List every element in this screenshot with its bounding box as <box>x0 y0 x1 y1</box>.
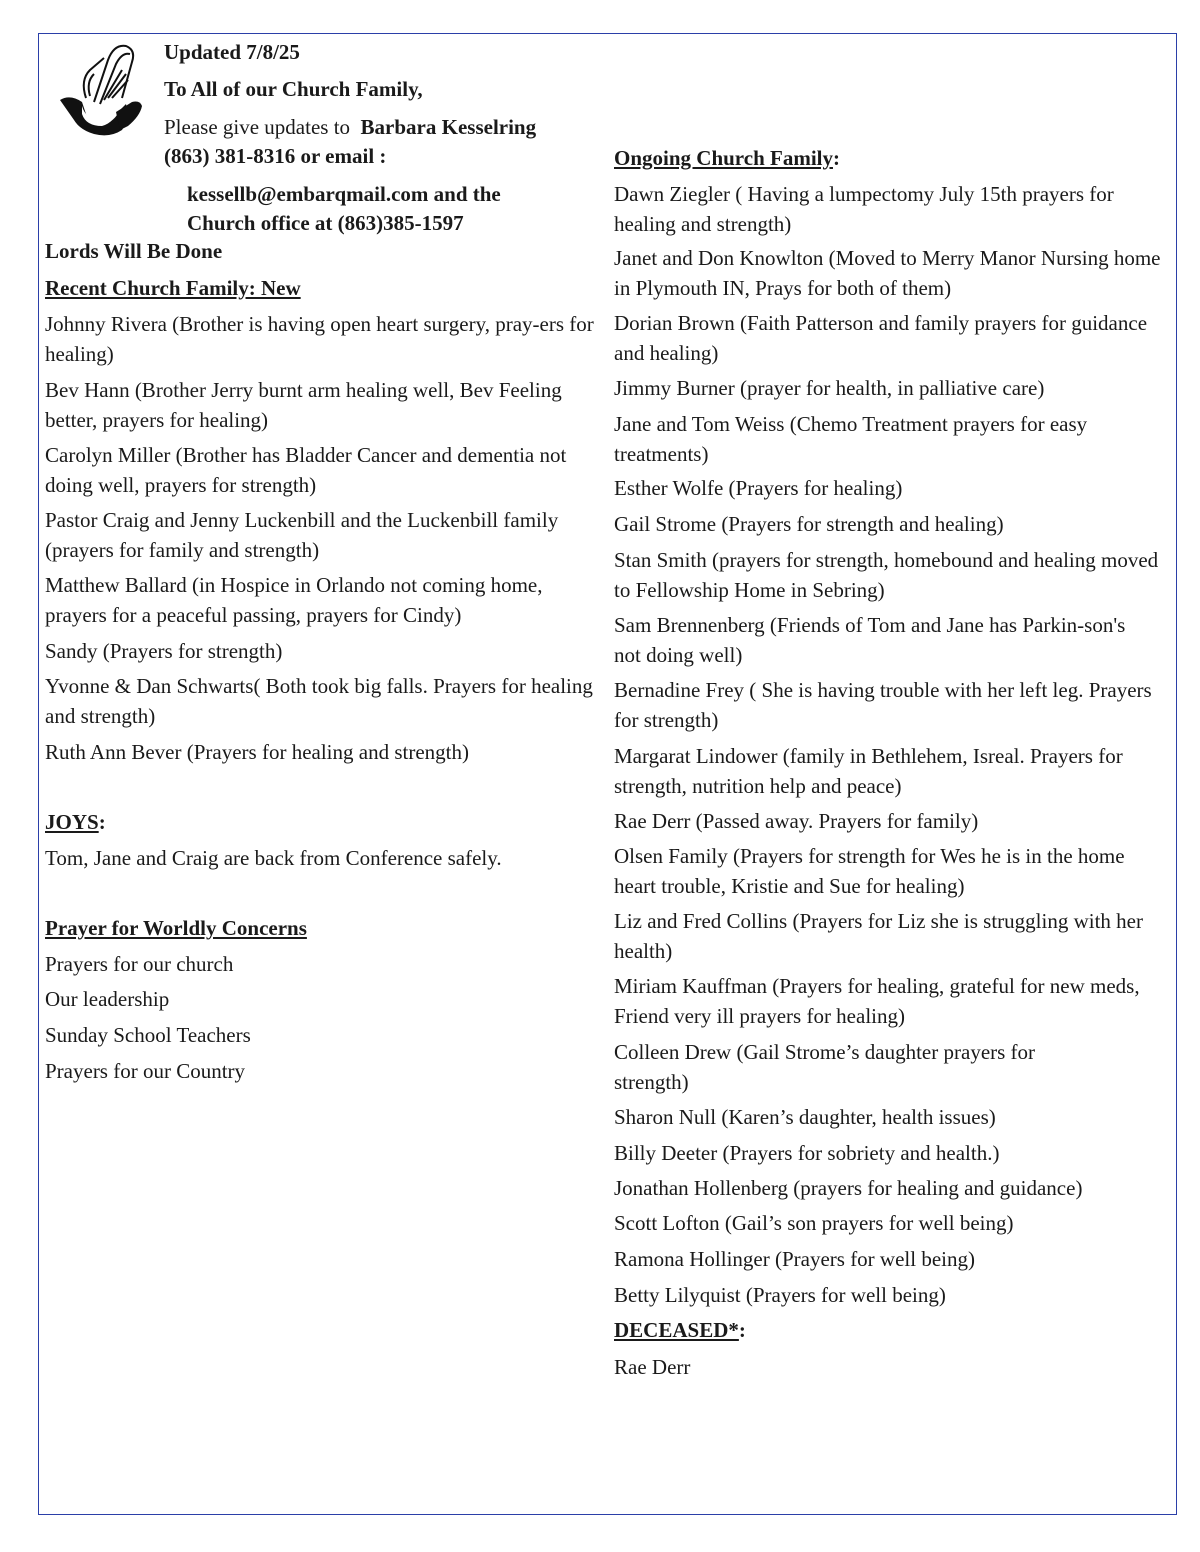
deceased-heading-colon: : <box>738 1318 746 1342</box>
list-item: Sandy (Prayers for strength) <box>45 639 283 663</box>
list-item: Bev Hann (Brother Jerry burnt arm healing well, Bev Feeling better, prayers for healing) <box>45 378 562 432</box>
list-item: Ramona Hollinger (Prayers for well being) <box>614 1247 975 1271</box>
list-item: Sharon Null (Karen’s daughter, health issues) <box>614 1105 996 1129</box>
list-item: Prayers for our church <box>45 952 234 976</box>
list-item: Pastor Craig and Jenny Luckenbill and the Luckenbill family (prayers for family and strength) <box>45 508 559 562</box>
list-item: Our leadership <box>45 987 170 1011</box>
list-item: Dawn Ziegler ( Having a lumpectomy July 15th prayers for healing and strength) <box>614 182 1114 236</box>
deceased-heading-text: DECEASED* <box>614 1318 739 1342</box>
ongoing-heading-colon: : <box>832 146 840 170</box>
list-item: Yvonne & Dan Schwarts( Both took big falls. Prayers for healing and strength) <box>45 674 593 728</box>
list-item: Bernadine Frey ( She is having trouble with her left leg. Prayers for strength) <box>614 678 1152 732</box>
list-item: Sam Brennenberg (Friends of Tom and Jane has Parkin-son's not doing well) <box>614 613 1126 667</box>
ongoing-church-family-heading <box>614 143 840 173</box>
list-item: Carolyn Miller (Brother has Bladder Cancer and dementia not doing well, prayers for strength) <box>45 443 567 497</box>
list-item: Tom, Jane and Craig are back from Conference safely. <box>45 846 502 870</box>
worldly-concerns-heading: Prayer for Worldly Concerns <box>45 916 307 940</box>
list-item: Jimmy Burner (prayer for health, in palliative care) <box>614 376 1045 400</box>
list-item: Jonathan Hollenberg (prayers for healing and guidance) <box>614 1176 1083 1200</box>
give-updates-text: Please give updates to <box>164 115 351 139</box>
deceased-heading <box>614 1315 746 1345</box>
list-item: Matthew Ballard (in Hospice in Orlando not coming home, prayers for a peaceful passing, prayers for Cindy) <box>45 573 543 627</box>
greeting: To All of our Church Family, <box>164 77 423 101</box>
updated-date: Updated 7/8/25 <box>164 40 300 64</box>
list-item: Ruth Ann Bever (Prayers for healing and strength) <box>45 740 469 764</box>
contact-email: kessellb@embarqmail.com and the <box>187 182 501 206</box>
contact-phone: (863) 381-8316 or email : <box>164 144 387 168</box>
joys-heading-colon: : <box>98 810 106 834</box>
church-office-phone: Church office at (863)385-1597 <box>187 211 464 235</box>
update-instructions <box>164 112 536 142</box>
ongoing-heading-text: Ongoing Church Family <box>614 146 833 170</box>
recent-church-family-heading: Recent Church Family: New <box>45 276 301 300</box>
list-item: Rae Derr <box>614 1355 691 1379</box>
praying-hands-icon <box>56 40 148 136</box>
motto: Lords Will Be Done <box>45 239 223 263</box>
joys-heading-text: JOYS <box>45 810 99 834</box>
list-item: Esther Wolfe (Prayers for healing) <box>614 476 903 500</box>
joys-heading <box>45 807 106 837</box>
list-item: Olsen Family (Prayers for strength for Wes he is in the home heart trouble, Kristie and Sue for healing) <box>614 844 1125 898</box>
list-item: Scott Lofton (Gail’s son prayers for well being) <box>614 1211 1014 1235</box>
list-item: Betty Lilyquist (Prayers for well being) <box>614 1283 946 1307</box>
list-item: Sunday School Teachers <box>45 1023 251 1047</box>
list-item: Miriam Kauffman (Prayers for healing, grateful for new meds, Friend very ill prayers for healing) <box>614 974 1140 1028</box>
list-item: Jane and Tom Weiss (Chemo Treatment prayers for easy treatments) <box>614 412 1088 466</box>
list-item: Stan Smith (prayers for strength, homebound and healing moved to Fellowship Home in Sebring) <box>614 548 1159 602</box>
list-item: Gail Strome (Prayers for strength and healing) <box>614 512 1004 536</box>
contact-name: Barbara Kesselring <box>360 115 537 139</box>
list-item: Janet and Don Knowlton (Moved to Merry Manor Nursing home in Plymouth IN, Prays for both of them) <box>614 246 1161 300</box>
list-item: Margarat Lindower (family in Bethlehem, Isreal. Prayers for strength, nutrition help and peace) <box>614 744 1123 798</box>
list-item: Rae Derr (Passed away. Prayers for family) <box>614 809 979 833</box>
list-item: Billy Deeter (Prayers for sobriety and health.) <box>614 1141 1000 1165</box>
list-item: Johnny Rivera (Brother is having open heart surgery, pray-ers for healing) <box>45 312 594 366</box>
list-item: Prayers for our Country <box>45 1059 246 1083</box>
list-item: Liz and Fred Collins (Prayers for Liz she is struggling with her health) <box>614 909 1143 963</box>
list-item: Colleen Drew (Gail Strome’s daughter prayers for strength) <box>614 1040 1036 1094</box>
list-item: Dorian Brown (Faith Patterson and family prayers for guidance and healing) <box>614 311 1148 365</box>
